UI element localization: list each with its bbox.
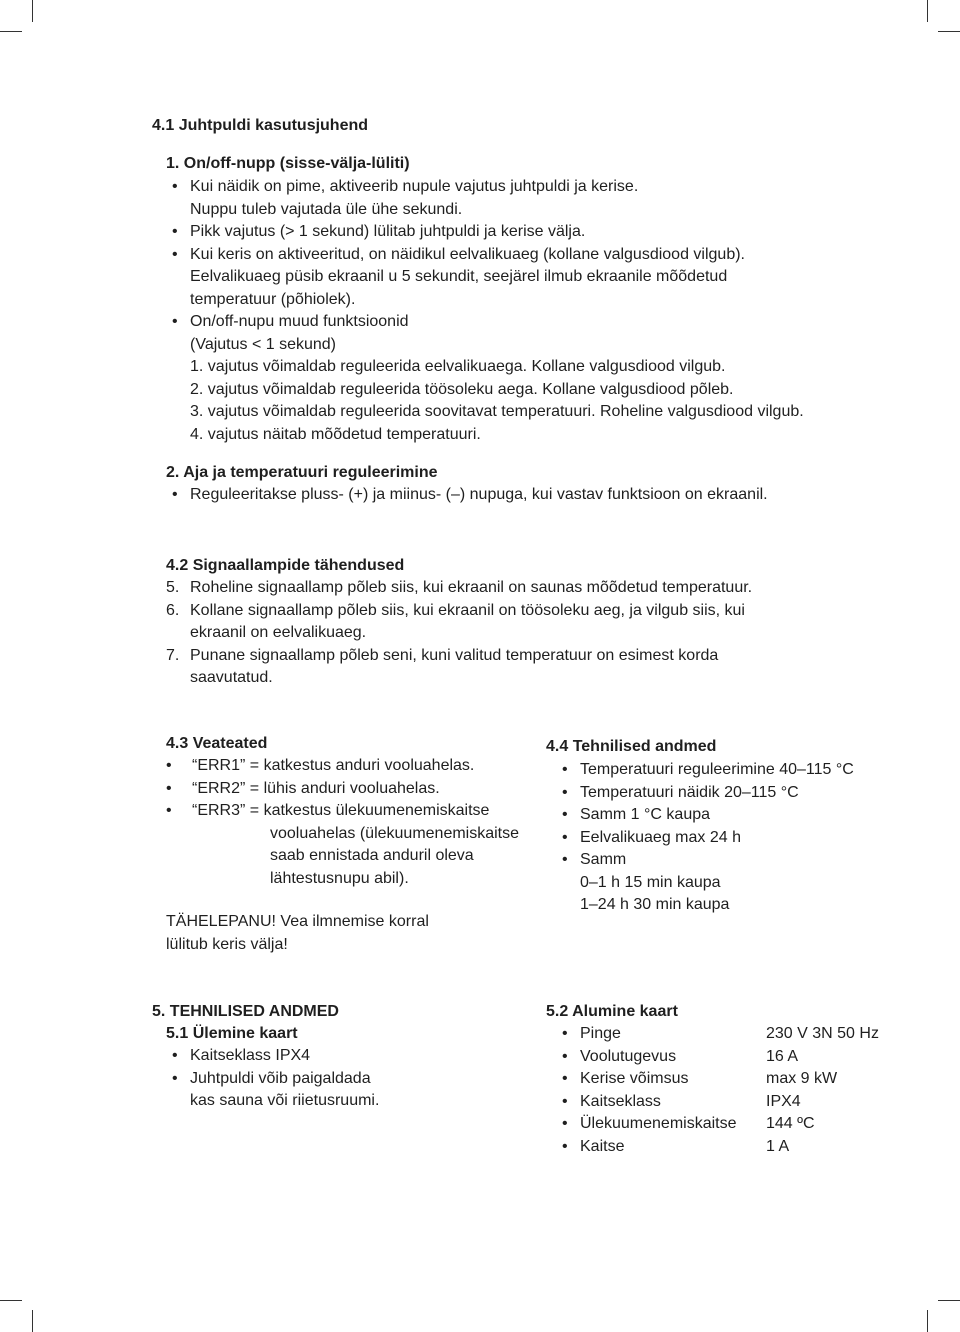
spec-value: 144 ºC (766, 1115, 815, 1132)
upper-card-item: kas sauna või riietusruumi. (190, 1092, 380, 1109)
lower-card-row (556, 1023, 879, 1046)
spec-label (556, 1046, 766, 1069)
error-text-continuation: vooluahelas (ülekuumenemiskaitse (270, 824, 520, 842)
crop-mark (927, 0, 928, 22)
instruction-line: 2. vajutus võimaldab reguleerida töösoleku aega. Kollane valgusdiood põleb. (190, 380, 734, 398)
section-4-1-title: 4.1 Juhtpuldi kasutusjuhend (152, 117, 369, 134)
lower-card-row (556, 1136, 879, 1159)
spec-label (556, 1068, 766, 1091)
spec-value: IPX4 (766, 1092, 801, 1110)
technical-data-item: • Samm 1 °C kaupa (556, 804, 916, 827)
technical-data-item: 1–24 h 30 min kaupa (580, 896, 730, 913)
spec-label-text: • Pinge (556, 1023, 766, 1046)
crop-mark (0, 1300, 22, 1301)
crop-mark (0, 31, 22, 32)
technical-data-list (556, 759, 916, 917)
spec-label-text: • Ülekuumenemiskaitse (556, 1113, 766, 1136)
technical-data-item: 0–1 h 15 min kaupa (580, 873, 721, 891)
warning-note (166, 911, 429, 956)
subsection-1-title: 1. On/off-nupp (sisse-välja-lüliti) (166, 155, 410, 172)
section-4-4-title: 4.4 Tehnilised andmed (546, 738, 717, 755)
upper-card-item: • Kaitseklass IPX4 (166, 1045, 496, 1068)
instruction-line: • Kui näidik on pime, aktiveerib nupule vajutus juhtpuldi ja kerise. (166, 176, 906, 199)
section-4-3-title: 4.3 Veateated (166, 735, 268, 752)
spec-label (556, 1113, 766, 1136)
instruction-line: • Pikk vajutus (> 1 sekund) lülitab juhtpuldi ja kerise välja. (166, 221, 906, 244)
item-text-line: saavutatud. (190, 669, 273, 686)
error-text: • “ERR3” = katkestus ülekuumenemiskaitse (192, 802, 490, 819)
item-number: 6. (166, 601, 180, 619)
crop-mark (938, 1300, 960, 1301)
error-text: • “ERR1” = katkestus anduri vooluahelas. (192, 757, 475, 774)
section-5-2-title: 5.2 Alumine kaart (546, 1003, 678, 1020)
spec-value: 1 A (766, 1137, 790, 1155)
subsection-1-list (166, 176, 906, 446)
section-4-2-title: 4.2 Signaallampide tähendused (166, 557, 405, 574)
signal-lamp-item (166, 600, 906, 645)
spec-value: max 9 kW (766, 1070, 838, 1087)
section-5-title: 5. TEHNILISED ANDMED (152, 1003, 339, 1020)
instruction-line: Nuppu tuleb vajutada üle ühe sekundi. (190, 200, 463, 218)
crop-mark (32, 0, 33, 22)
subsection-2-bullet: • Reguleeritakse pluss- (+) ja miinus- (–) nupuga, kui vastav funktsioon on ekraanil. (166, 484, 960, 507)
subsection-2-title: 2. Aja ja temperatuuri reguleerimine (166, 464, 438, 481)
crop-mark (927, 1310, 928, 1332)
signal-lamp-item (166, 645, 906, 690)
section-5-1-title: 5.1 Ülemine kaart (166, 1025, 298, 1042)
technical-data-item: • Samm (556, 849, 916, 872)
instruction-line: (Vajutus < 1 sekund) (190, 335, 337, 353)
lower-card-row (556, 1046, 879, 1069)
warning-note-line: TÄHELEPANU! Vea ilmnemise korral (166, 913, 429, 930)
spec-label-text: • Voolutugevus (556, 1046, 766, 1069)
spec-label (556, 1023, 766, 1046)
instruction-line: temperatuur (põhiolek). (190, 290, 356, 308)
item-number: 5. (166, 579, 180, 596)
spec-label (556, 1091, 766, 1114)
item-text-line: ekraanil on eelvalikuaeg. (190, 624, 367, 641)
signal-lamp-list (166, 577, 906, 690)
item-text-line: Roheline signaallamp põleb siis, kui ekraanil on saunas mõõdetud temperatuur. (190, 579, 753, 596)
technical-data-item: • Temperatuuri näidik 20–115 °C (556, 782, 916, 805)
lower-card-row (556, 1091, 879, 1114)
upper-card-list (166, 1045, 496, 1113)
instruction-line: 1. vajutus võimaldab reguleerida eelvalikuaega. Kollane valgusdiood vilgub. (190, 358, 726, 375)
technical-data-item: • Temperatuuri reguleerimine 40–115 °C (556, 759, 916, 782)
item-number: 7. (166, 646, 180, 664)
error-list (166, 755, 546, 890)
crop-mark (32, 1310, 33, 1332)
spec-label (556, 1136, 766, 1159)
lower-card-row (556, 1068, 879, 1091)
spec-label-text: • Kaitseklass (556, 1091, 766, 1114)
item-text-line: Kollane signaallamp põleb siis, kui ekraanil on töösoleku aeg, ja vilgub siis, kui (190, 601, 745, 619)
instruction-line: • On/off-nupu muud funktsioonid (166, 311, 906, 334)
technical-data-item: • Eelvalikuaeg max 24 h (556, 827, 916, 850)
error-text-continuation: saab ennistada anduril oleva (270, 847, 474, 864)
instruction-line: Eelvalikuaeg püsib ekraanil u 5 sekundit, seejärel ilmub ekraanile mõõdetud (190, 268, 728, 285)
upper-card-item: • Juhtpuldi võib paigaldada (166, 1068, 496, 1091)
instruction-line: 4. vajutus näitab mõõdetud temperatuuri. (190, 425, 481, 443)
spec-label-text: • Kerise võimsus (556, 1068, 766, 1091)
error-item (166, 800, 546, 890)
error-item (166, 778, 546, 801)
instruction-line: • Kui keris on aktiveeritud, on näidikul eelvalikuaeg (kollane valgusdiood vilgub). (166, 244, 906, 267)
crop-mark (938, 31, 960, 32)
spec-value: 16 A (766, 1047, 799, 1065)
spec-value: 230 V 3N 50 Hz (766, 1025, 879, 1042)
instruction-line: 3. vajutus võimaldab reguleerida soovitavat temperatuuri. Roheline valgusdiood vilgub. (190, 403, 804, 420)
item-text-line: Punane signaallamp põleb seni, kuni valitud temperatuur on esimest korda (190, 646, 719, 664)
lower-card-table-wrap (556, 1023, 879, 1158)
error-text-continuation: lähtestusnupu abil). (270, 869, 409, 887)
spec-label-text: • Kaitse (556, 1136, 766, 1159)
error-text: • “ERR2” = lühis anduri vooluahelas. (192, 779, 440, 797)
lower-card-table (556, 1023, 879, 1158)
error-item (166, 755, 546, 778)
lower-card-row (556, 1113, 879, 1136)
warning-note-line: lülitub keris välja! (166, 935, 288, 953)
signal-lamp-item (166, 577, 906, 600)
